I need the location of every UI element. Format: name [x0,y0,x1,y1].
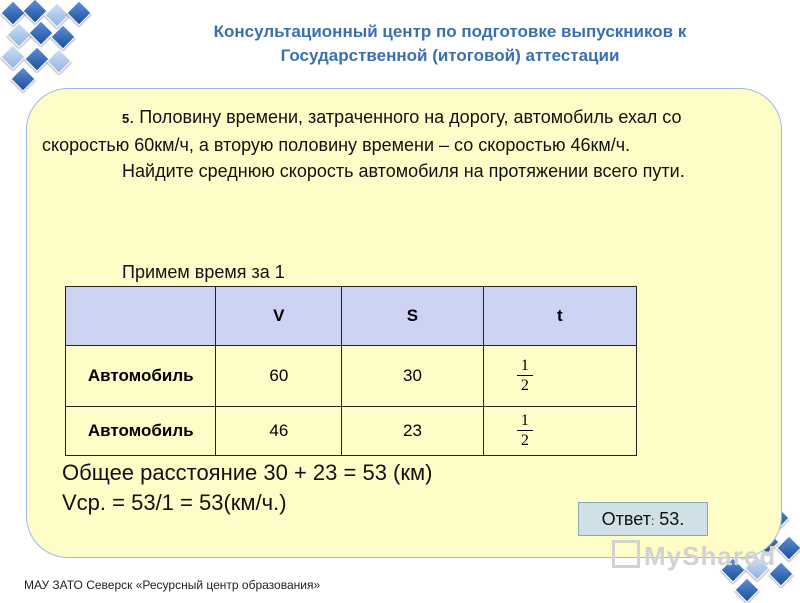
fraction [517,412,533,449]
summary-line-1: Общее расстояние 30 + 23 = 53 (км) [62,460,433,485]
answer-label: Ответ [601,509,651,529]
table-row [66,407,637,456]
cell-v: 60 [216,346,342,407]
task-text-1: . Половину времени, затраченного на дорогу, автомобиль ехал со скоростью 60км/ч, а вторую половину времени – со скоростью 46км/ч. [42,107,682,155]
fraction [517,357,533,394]
assumption-text: Примем время за 1 [122,262,285,282]
answer-separator: : [650,514,655,528]
table-row [66,346,637,407]
task-number: 5 [122,111,130,126]
chart-icon [612,540,640,568]
row-label: Автомобиль [66,407,216,456]
header-line-1: Консультационный центр по подготовке выпускников к [213,22,687,41]
fraction-numerator: 1 [520,357,529,374]
fraction-numerator: 1 [520,412,529,429]
header-cell-t: t [483,287,636,346]
slide-header [120,20,780,68]
row-label: Автомобиль [66,346,216,407]
cell-s: 30 [342,346,484,407]
task-text [42,104,767,184]
task-text-2: Найдите среднюю скорость автомобиля на протяжении всего пути. [122,161,685,181]
cell-v: 46 [216,407,342,456]
answer-value: 53. [654,509,685,529]
cell-s: 23 [342,407,484,456]
cell-t [483,346,636,407]
solution-summary [62,458,432,518]
header-cell-empty [66,287,216,346]
header-cell-s: S [342,287,484,346]
cell-t [483,407,636,456]
summary-line-2: Vср. = 53/1 = 53(км/ч.) [62,490,287,515]
decorative-cubes-top-left [0,0,110,95]
table-header-row [66,287,637,346]
header-line-2: Государственной (итоговой) аттестации [280,46,620,65]
fraction-denominator: 2 [520,377,529,394]
fraction-denominator: 2 [520,432,529,449]
footer-text: МАУ ЗАТО Северск «Ресурсный центр образования» [24,578,321,592]
watermark-logo [612,540,776,572]
watermark-text: MyShared [644,541,777,571]
answer-box [578,502,708,536]
data-table [65,286,637,456]
header-cell-v: V [216,287,342,346]
